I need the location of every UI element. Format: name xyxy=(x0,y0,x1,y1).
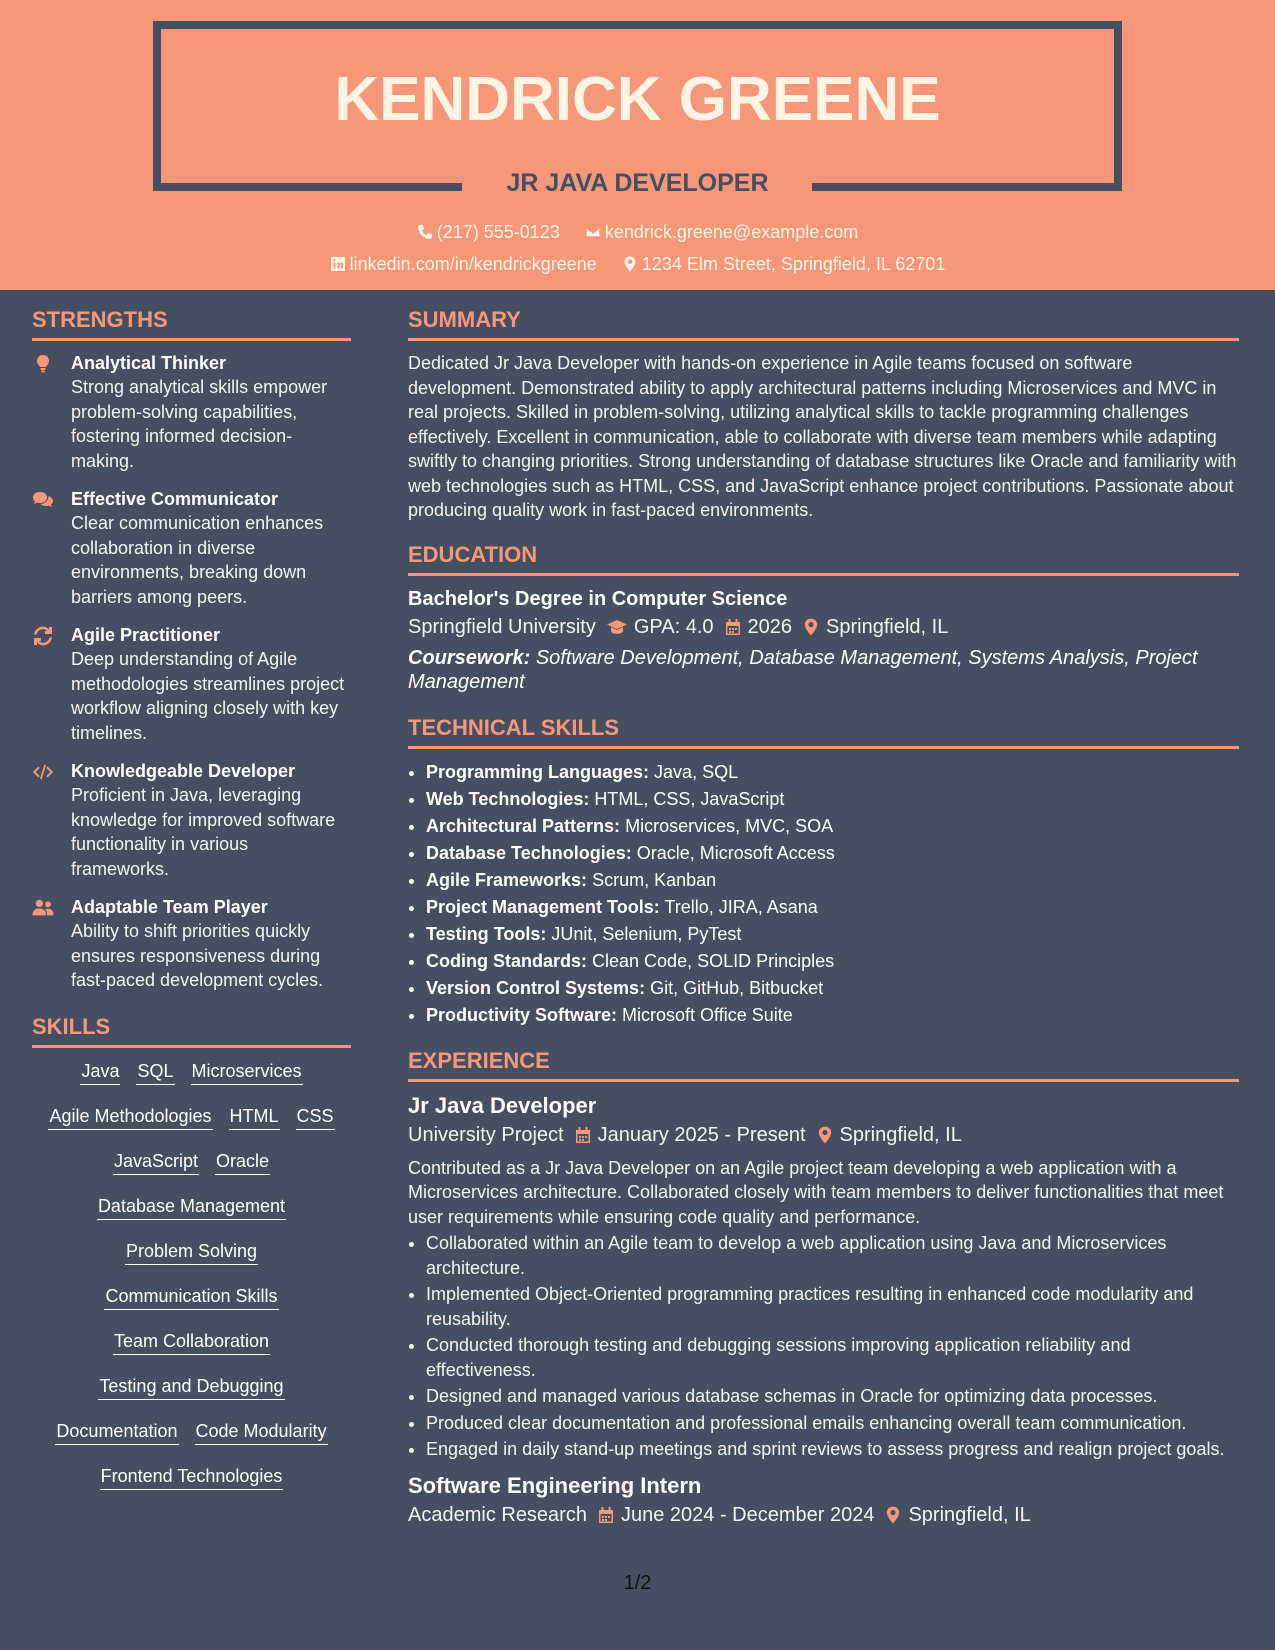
experience-heading: EXPERIENCE xyxy=(408,1041,1239,1082)
degree-title: Bachelor's Degree in Computer Science xyxy=(408,587,788,610)
calendar-icon xyxy=(574,1126,592,1144)
strength-item xyxy=(32,623,351,745)
strengths-heading: STRENGTHS xyxy=(32,300,351,341)
skill-tag: HTML xyxy=(229,1103,280,1130)
lightbulb-icon xyxy=(32,354,56,374)
map-marker-icon xyxy=(884,1506,902,1524)
phone-item xyxy=(417,221,560,243)
skill-tag: Problem Solving xyxy=(125,1238,258,1265)
envelope-icon xyxy=(585,224,601,240)
email-item[interactable] xyxy=(585,221,858,243)
list-item xyxy=(426,894,1239,921)
phone-text: (217) 555-0123 xyxy=(436,222,560,242)
users-icon xyxy=(32,898,56,918)
skill-row xyxy=(32,1193,351,1238)
summary-text: Dedicated Jr Java Developer with hands-on experience in Agile teams focused on software development. Demonstrated ability to apply architectural patterns including Microservices and MVC in real projects. Skilled in problem-solving, utilizing analytical skills to tackle programming challenges effectively. Excellent in communication, able to collaborate with diverse team members while adapting swiftly to changing priorities. Strong understanding of database structures like Oracle and familiarity with web technologies such as HTML, CSS, and JavaScript enhance project contributions. Passionate about producing quality work in fast-paced environments. xyxy=(408,353,1237,520)
map-marker-icon xyxy=(622,256,638,272)
graduation-cap-icon xyxy=(606,618,628,636)
list-item xyxy=(426,921,1239,948)
candidate-name: KENDRICK GREENE xyxy=(334,65,941,134)
tech-label: Project Management Tools: xyxy=(426,896,660,917)
skill-row xyxy=(32,1373,351,1418)
job-dates: June 2024 - December 2024 xyxy=(620,1503,875,1526)
graduation-year: 2026 xyxy=(747,615,793,638)
tech-value: Java, SQL xyxy=(654,761,739,782)
linkedin-item[interactable] xyxy=(330,253,597,275)
skill-tag: CSS xyxy=(296,1103,335,1130)
list-item xyxy=(426,786,1239,813)
skill-row xyxy=(32,1058,351,1103)
sync-icon xyxy=(32,626,56,646)
tech-value: Trello, JIRA, Asana xyxy=(664,896,818,917)
list-item: • Conducted thorough testing and debugging sessions improving application reliability and effectiveness. xyxy=(426,1333,1239,1382)
tech-label: Testing Tools: xyxy=(426,923,547,944)
coursework xyxy=(408,646,1239,694)
strength-title: Knowledgeable Developer xyxy=(71,761,296,781)
coursework-label: Coursework: xyxy=(408,646,531,669)
skills-list xyxy=(32,1058,351,1508)
education-heading: EDUCATION xyxy=(408,535,1239,576)
map-marker-icon xyxy=(816,1126,834,1144)
tech-label: Database Technologies: xyxy=(426,842,632,863)
resume-header xyxy=(0,0,1275,290)
tech-value: Oracle, Microsoft Access xyxy=(636,842,835,863)
skill-tag: Frontend Technologies xyxy=(100,1463,284,1490)
skill-row xyxy=(32,1418,351,1463)
strength-title: Adaptable Team Player xyxy=(71,897,268,917)
tech-label: Version Control Systems: xyxy=(426,977,646,998)
page-number: 1/2 xyxy=(623,1572,652,1594)
skill-row xyxy=(32,1238,351,1283)
right-column xyxy=(408,300,1239,1530)
address-item xyxy=(622,253,946,275)
list-item xyxy=(426,867,1239,894)
job-meta xyxy=(408,1500,1239,1530)
list-item xyxy=(426,840,1239,867)
job-title: Jr Java Developer xyxy=(408,1092,597,1118)
strength-item xyxy=(32,351,351,473)
map-marker-icon xyxy=(802,618,820,636)
skill-row xyxy=(32,1103,351,1148)
left-column xyxy=(32,300,351,1508)
skill-tag: Java xyxy=(80,1058,120,1085)
coursework-text: Software Development, Database Management, Systems Analysis, Project Management xyxy=(408,646,1198,693)
list-item: • Produced clear documentation and professional emails enhancing overall team communication. xyxy=(426,1411,1239,1436)
skill-row xyxy=(32,1463,351,1508)
contact-row-2 xyxy=(0,253,1275,275)
strength-item xyxy=(32,759,351,881)
job-org: Academic Research xyxy=(408,1503,587,1526)
skill-tag: Communication Skills xyxy=(104,1283,278,1310)
tech-value: Clean Code, SOLID Principles xyxy=(592,950,835,971)
school-name: Springfield University xyxy=(408,615,596,638)
tech-value: JUnit, Selenium, PyTest xyxy=(551,923,742,944)
job-dates: January 2025 - Present xyxy=(597,1123,806,1146)
tech-value: Scrum, Kanban xyxy=(592,869,717,890)
technical-skills-heading: TECHNICAL SKILLS xyxy=(408,708,1239,749)
skill-row xyxy=(32,1283,351,1328)
job-location: Springfield, IL xyxy=(839,1123,962,1146)
strength-title: Analytical Thinker xyxy=(71,353,227,373)
skills-heading: SKILLS xyxy=(32,1007,351,1048)
strength-desc: Ability to shift priorities quickly ensures responsiveness during fast-paced development cycles. xyxy=(71,921,324,990)
education-location: Springfield, IL xyxy=(826,615,949,638)
strength-desc: Clear communication enhances collaboration in diverse environments, breaking down barriers among peers. xyxy=(71,513,324,607)
skill-tag: Oracle xyxy=(215,1148,270,1175)
tech-label: Agile Frameworks: xyxy=(426,869,588,890)
tech-label: Programming Languages: xyxy=(426,761,650,782)
job-description: Contributed as a Jr Java Developer on an Agile project team developing a web application with a Microservices architecture. Collaborated closely with team members to deliver functionalities that meet user requirements while ensuring code quality and performance. xyxy=(408,1157,1224,1227)
summary-heading: SUMMARY xyxy=(408,300,1239,341)
strength-title: Effective Communicator xyxy=(71,489,279,509)
skill-row xyxy=(32,1148,351,1193)
job-title: Software Engineering Intern xyxy=(408,1472,702,1498)
strength-desc: Deep understanding of Agile methodologies streamlines project workflow aligning closely with key timelines. xyxy=(71,649,345,743)
job-org: University Project xyxy=(408,1123,564,1146)
list-item xyxy=(426,948,1239,975)
linkedin-text[interactable]: linkedin.com/in/kendrickgreene xyxy=(349,254,597,274)
job-meta xyxy=(408,1120,1239,1150)
skill-tag: Microservices xyxy=(191,1058,303,1085)
strength-item xyxy=(32,487,351,609)
list-item: • Designed and managed various database schemas in Oracle for optimizing data processes. xyxy=(426,1384,1239,1409)
phone-icon xyxy=(417,224,433,240)
skill-tag: Testing and Debugging xyxy=(98,1373,284,1400)
technical-skills-list xyxy=(408,759,1239,1029)
calendar-icon xyxy=(597,1506,615,1524)
list-item: • Engaged in daily stand-up meetings and sprint reviews to assess progress and realign project goals. xyxy=(426,1437,1239,1462)
list-item xyxy=(426,1002,1239,1029)
linkedin-icon xyxy=(330,256,346,272)
code-icon xyxy=(32,762,56,782)
tech-value: HTML, CSS, JavaScript xyxy=(594,788,785,809)
education-meta xyxy=(408,612,1239,642)
strength-desc: Proficient in Java, leveraging knowledge for improved software functionality in various frameworks. xyxy=(71,785,336,879)
tech-label: Productivity Software: xyxy=(426,1004,618,1025)
email-text[interactable]: kendrick.greene@example.com xyxy=(604,222,859,242)
strength-desc: Strong analytical skills empower problem-solving capabilities, fostering informed decision-making. xyxy=(71,377,328,471)
skill-tag: Database Management xyxy=(97,1193,286,1220)
list-item xyxy=(426,759,1239,786)
comments-icon xyxy=(32,490,56,510)
job-role: JR JAVA DEVELOPER xyxy=(506,169,769,197)
skill-tag: Team Collaboration xyxy=(113,1328,270,1355)
strength-title: Agile Practitioner xyxy=(71,625,221,645)
skill-tag: SQL xyxy=(136,1058,174,1085)
tech-value: Microsoft Office Suite xyxy=(622,1004,793,1025)
list-item: • Implemented Object-Oriented programming practices resulting in enhanced code modularity and reusability. xyxy=(426,1282,1239,1331)
skill-row xyxy=(32,1328,351,1373)
job-location: Springfield, IL xyxy=(908,1503,1031,1526)
skill-tag: Documentation xyxy=(55,1418,178,1445)
list-item xyxy=(426,813,1239,840)
skill-tag: Code Modularity xyxy=(195,1418,328,1445)
tech-value: Microservices, MVC, SOA xyxy=(625,815,834,836)
list-item: • Collaborated within an Agile team to develop a web application using Java and Microservices architecture. xyxy=(426,1231,1239,1280)
gpa-text: GPA: 4.0 xyxy=(633,615,714,638)
tech-value: Git, GitHub, Bitbucket xyxy=(650,977,824,998)
list-item xyxy=(426,975,1239,1002)
job-bullets xyxy=(408,1231,1239,1462)
calendar-icon xyxy=(724,618,742,636)
skill-tag: Agile Methodologies xyxy=(48,1103,212,1130)
tech-label: Coding Standards: xyxy=(426,950,587,971)
address-text: 1234 Elm Street, Springfield, IL 62701 xyxy=(641,254,946,274)
tech-label: Web Technologies: xyxy=(426,788,590,809)
skill-tag: JavaScript xyxy=(113,1148,199,1175)
contact-row-1 xyxy=(0,221,1275,243)
tech-label: Architectural Patterns: xyxy=(426,815,621,836)
strength-item xyxy=(32,895,351,993)
